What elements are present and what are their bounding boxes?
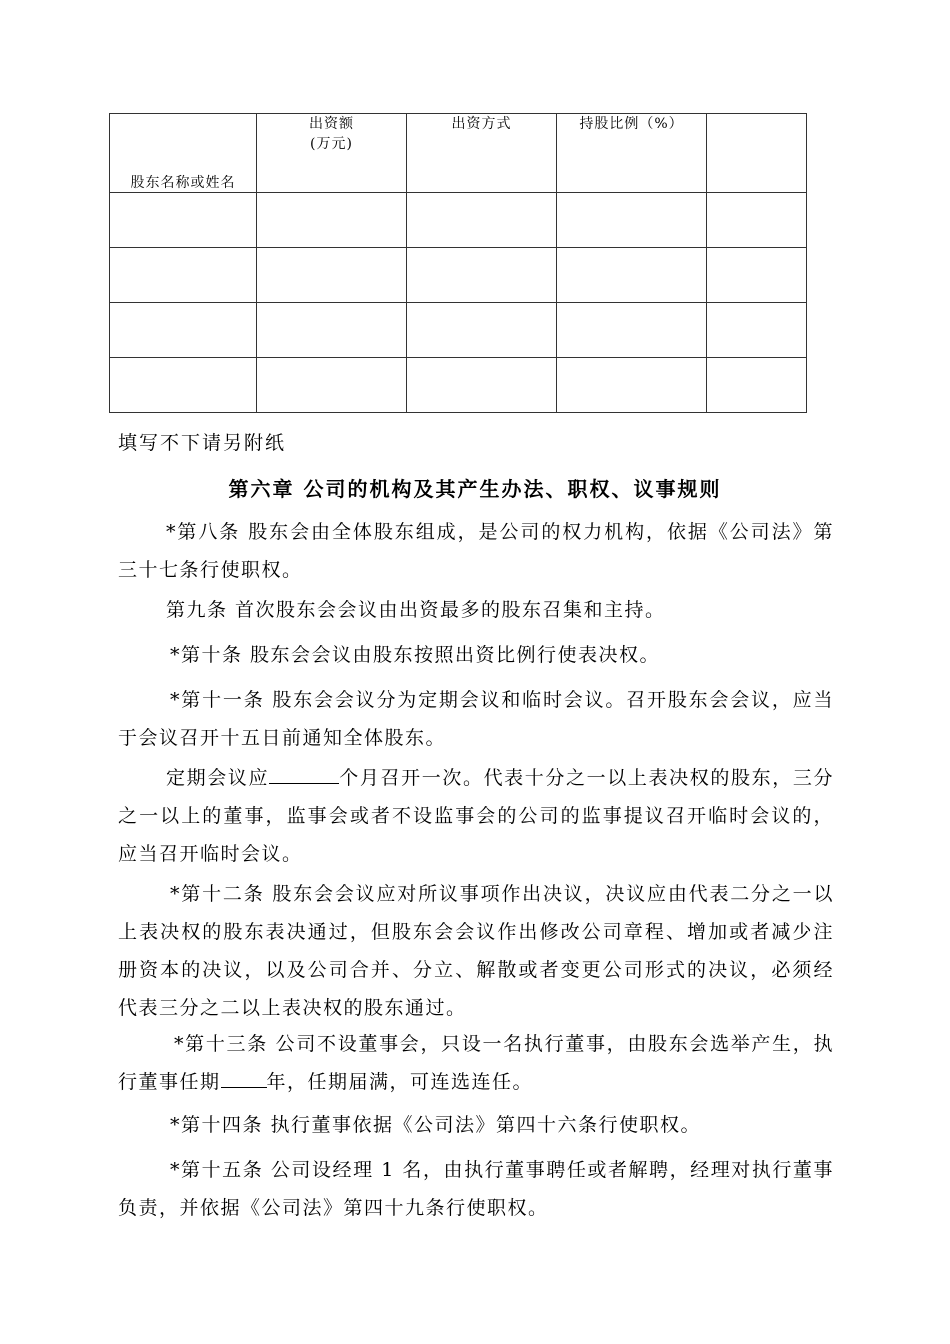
article-8: *第八条 股东会由全体股东组成，是公司的权力机构，依据《公司法》第三十七条行使职权。 — [118, 521, 834, 581]
header-contribution-method: 出资方式 — [407, 114, 557, 193]
table-cell — [110, 303, 257, 358]
header-blank — [707, 114, 807, 193]
table-cell — [257, 193, 407, 248]
table-cell — [110, 358, 257, 413]
regular-meeting-text-end: 个月召开一次。代表十分之一以上表决权的股东，三分之一以上的董事，监事会或者不设监事会的公司的监事提议召开临时会议的，应当召开临时会议。 — [118, 767, 834, 865]
article-12: *第十二条 股东会会议应对所议事项作出决议，决议应由代表二分之一以上表决权的股东表决通过，但股东会会议作出修改公司章程、增加或者减少注册资本的决议，以及公司合并、分立、解散或者变更公司形式的决议，必须经代表三分之二以上表决权的股东通过。 — [118, 883, 834, 1019]
table-row — [110, 193, 807, 248]
table-cell — [407, 248, 557, 303]
table-cell — [257, 303, 407, 358]
article-15: *第十五条 公司设经理 1 名，由执行董事聘任或者解聘，经理对执行董事负责，并依据《公司法》第四十九条行使职权。 — [118, 1159, 834, 1219]
table-row — [110, 358, 807, 413]
article-14: *第十四条 执行董事依据《公司法》第四十六条行使职权。 — [170, 1114, 702, 1136]
table-cell — [110, 193, 257, 248]
table-cell — [407, 303, 557, 358]
header-capital-amount-unit: (万元) — [310, 136, 353, 152]
regular-meeting-text-start: 定期会议应 — [166, 767, 270, 789]
article-13 — [118, 1025, 834, 1101]
table-cell — [707, 358, 807, 413]
table-cell — [707, 248, 807, 303]
table-cell — [407, 193, 557, 248]
article-11: *第十一条 股东会会议分为定期会议和临时会议。召开股东会会议，应当于会议召开十五日前通知全体股东。 — [118, 689, 834, 749]
table-cell — [707, 193, 807, 248]
table-cell — [557, 193, 707, 248]
table-cell — [557, 303, 707, 358]
chapter-title: 第六章 公司的机构及其产生办法、职权、议事规则 — [228, 477, 722, 501]
article-13-text-end: 年，任期届满，可连选连任。 — [266, 1071, 534, 1093]
table-cell — [407, 358, 557, 413]
table-row — [110, 248, 807, 303]
header-share-ratio: 持股比例（%） — [557, 114, 707, 193]
header-capital-amount-label: 出资额 — [309, 116, 354, 132]
table-header-row — [110, 114, 807, 193]
article-9: 第九条 首次股东会会议由出资最多的股东召集和主持。 — [166, 599, 666, 621]
table-cell — [557, 358, 707, 413]
table-cell — [257, 248, 407, 303]
table-cell — [257, 358, 407, 413]
attachment-note: 填写不下请另附纸 — [118, 432, 287, 454]
months-blank-field[interactable] — [269, 763, 339, 784]
header-shareholder-name: 股东名称或姓名 — [110, 114, 257, 193]
article-10: *第十条 股东会会议由股东按照出资比例行使表决权。 — [170, 644, 661, 666]
table-cell — [557, 248, 707, 303]
header-capital-amount — [257, 114, 407, 193]
table-row — [110, 303, 807, 358]
regular-meeting-paragraph — [118, 759, 834, 873]
table-cell — [707, 303, 807, 358]
term-years-blank-field[interactable] — [221, 1067, 267, 1088]
shareholder-table — [109, 113, 807, 413]
table-cell — [110, 248, 257, 303]
article-13-text-start: *第十三条 公司不设董事会，只设一名执行董事，由股东会选举产生，执行董事任期 — [118, 1033, 834, 1093]
